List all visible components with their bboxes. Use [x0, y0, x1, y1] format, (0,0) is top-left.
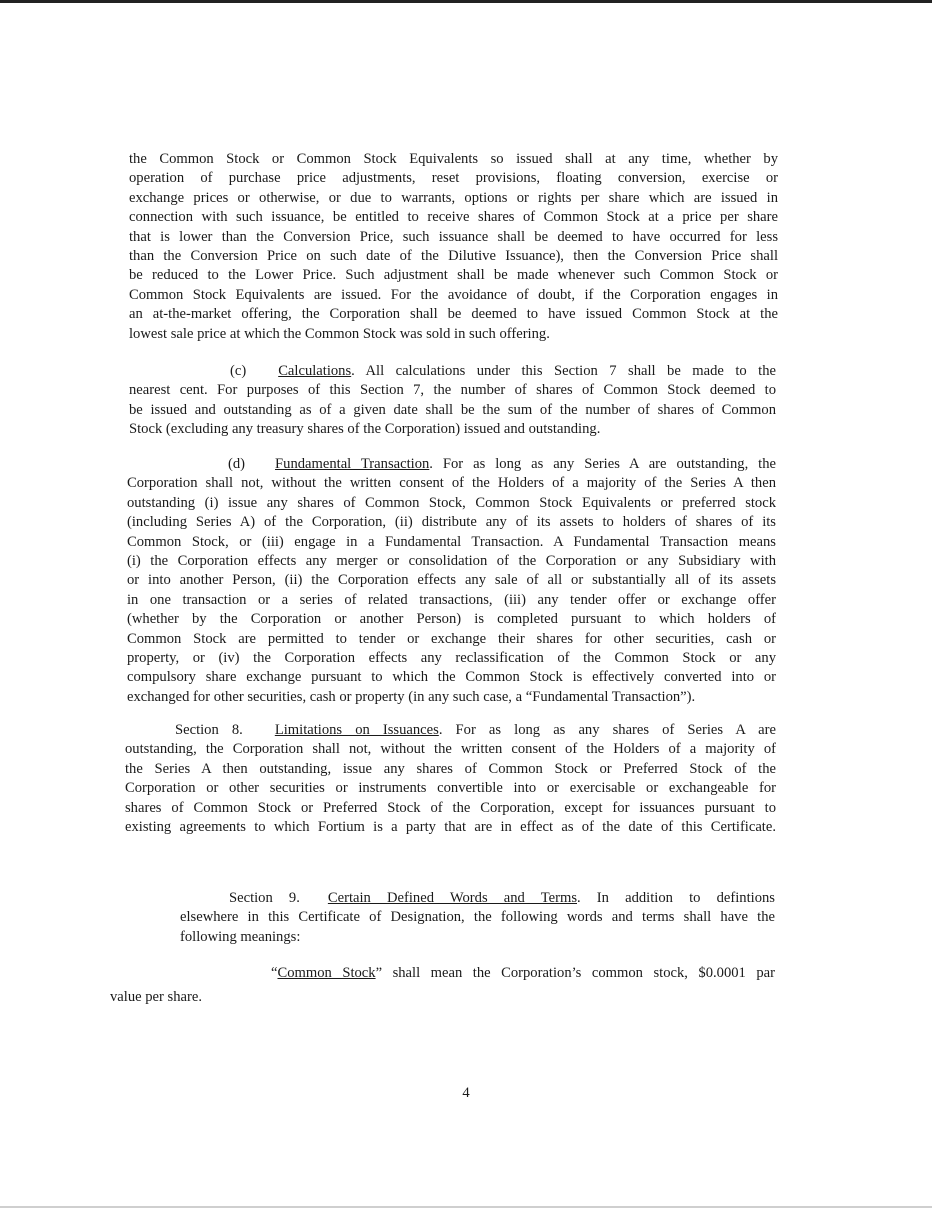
paragraph-conversion-adjustment — [129, 150, 778, 344]
text-line: Corporation or other securities or instruments convertible into or exercisable or exchangeable for — [125, 780, 776, 797]
paragraph-first-line — [125, 721, 776, 740]
text-line: exchanged for other securities, cash or property (in any such case, a “Fundamental Transaction”). — [127, 688, 696, 705]
text-line: lowest sale price at which the Common Stock was sold in such offering. — [129, 325, 550, 342]
section-label: Section 8. — [175, 722, 243, 738]
open-quote: “ — [271, 965, 278, 981]
defined-term: Common Stock — [277, 965, 376, 981]
text-line: existing agreements to which Fortium is a party that are in effect as of the date of this Certificate. — [125, 819, 776, 836]
text-line: (including Series A) of the Corporation, (ii) distribute any of its assets to holders of shares of its — [127, 514, 776, 531]
heading-continuation: . In addition to defintions — [577, 890, 775, 906]
subsection-label: (c) — [230, 363, 247, 379]
text-line: the Common Stock or Common Stock Equivalents so issued shall at any time, whether by — [129, 151, 778, 167]
text-line: following meanings: — [180, 928, 301, 945]
text-line: operation of purchase price adjustments, reset provisions, floating conversion, exercise or — [129, 170, 778, 187]
text-line: exchange prices or otherwise, or due to warrants, options or rights per share which are issued in — [129, 189, 778, 206]
paragraph-section-9 — [180, 889, 775, 947]
text-line: or into another Person, (ii) the Corporation effects any sale of all or substantially all of its assets — [127, 572, 776, 589]
section-heading: Fundamental Transaction — [275, 456, 430, 472]
text-line: be reduced to the Lower Price. Such adjustment shall be made whenever such Common Stock or — [129, 267, 778, 284]
heading-continuation: . For as long as any shares of Series A are — [438, 722, 776, 738]
section-heading: Limitations on Issuances — [274, 722, 439, 738]
text-line: be issued and outstanding as of a given date shall be the sum of the number of shares of Common — [129, 401, 776, 418]
text-line: Corporation shall not, without the written consent of the Holders of a majority of the Series A then — [127, 475, 776, 492]
text-line: Common Stock, or (iii) engage in a Fundamental Transaction. A Fundamental Transaction means — [127, 533, 776, 550]
paragraph-first-line — [127, 455, 776, 474]
paragraph-calculations — [129, 362, 776, 440]
section-heading: Calculations — [278, 363, 352, 379]
text-line: nearest cent. For purposes of this Section 7, the number of shares of Common Stock deemed to — [129, 382, 776, 399]
text-line: outstanding (i) issue any shares of Common Stock, Common Stock Equivalents or preferred stock — [127, 494, 776, 511]
page-number: 4 — [462, 1085, 470, 1101]
paragraph-definition-common-stock — [110, 963, 775, 1007]
paragraph-first-line — [110, 963, 775, 983]
text-line: value per share. — [110, 989, 202, 1005]
text-line: elsewhere in this Certificate of Designation, the following words and terms shall have the — [180, 909, 775, 926]
text-line: connection with such issuance, be entitled to receive shares of Common Stock at a price per share — [129, 209, 778, 226]
scan-top-edge — [0, 0, 932, 3]
heading-continuation: . For as long as any Series A are outstanding, the — [429, 456, 776, 472]
text-line: Common Stock are permitted to tender or exchange their shares for other securities, cash or — [127, 630, 776, 647]
text-line: in one transaction or a series of related transactions, (iii) any tender offer or exchange offer — [127, 591, 776, 608]
definition-text: ” shall mean the Corporation’s common stock, $0.0001 par — [375, 965, 776, 981]
text-line: an at-the-market offering, the Corporation shall be deemed to have issued Common Stock at the — [129, 306, 778, 323]
section-heading: Certain Defined Words and Terms — [327, 890, 577, 906]
text-line: (i) the Corporation effects any merger or consolidation of the Corporation or any Subsidiary with — [127, 553, 776, 570]
text-line: than the Conversion Price on such date of the Dilutive Issuance), then the Conversion Price shall — [129, 248, 778, 265]
heading-continuation: . All calculations under this Section 7 shall be made to the — [351, 363, 776, 379]
paragraph-fundamental-transaction — [127, 455, 776, 707]
subsection-label: (d) — [228, 456, 246, 472]
text-line: Common Stock Equivalents are issued. For the avoidance of doubt, if the Corporation engages in — [129, 286, 778, 303]
section-label: Section 9. — [229, 890, 300, 906]
text-line: property, or (iv) the Corporation effects any reclassification of the Common Stock or any — [127, 650, 776, 667]
paragraph-first-line — [180, 889, 775, 908]
text-line: compulsory share exchange pursuant to which the Common Stock is effectively converted into or — [127, 669, 776, 686]
text-line: Stock (excluding any treasury shares of the Corporation) issued and outstanding. — [129, 421, 601, 438]
text-line: shares of Common Stock or Preferred Stock of the Corporation, except for issuances pursuant to — [125, 799, 776, 816]
paragraph-first-line — [129, 362, 776, 381]
text-line: outstanding, the Corporation shall not, without the written consent of the Holders of a majority of — [125, 741, 776, 758]
text-line: the Series A then outstanding, issue any shares of Common Stock or Preferred Stock of the — [125, 760, 776, 777]
text-line: that is lower than the Conversion Price, such issuance shall be deemed to have occurred for less — [129, 228, 778, 245]
paragraph-section-8 — [125, 721, 776, 837]
text-line: (whether by the Corporation or another Person) is completed pursuant to which holders of — [127, 611, 776, 628]
